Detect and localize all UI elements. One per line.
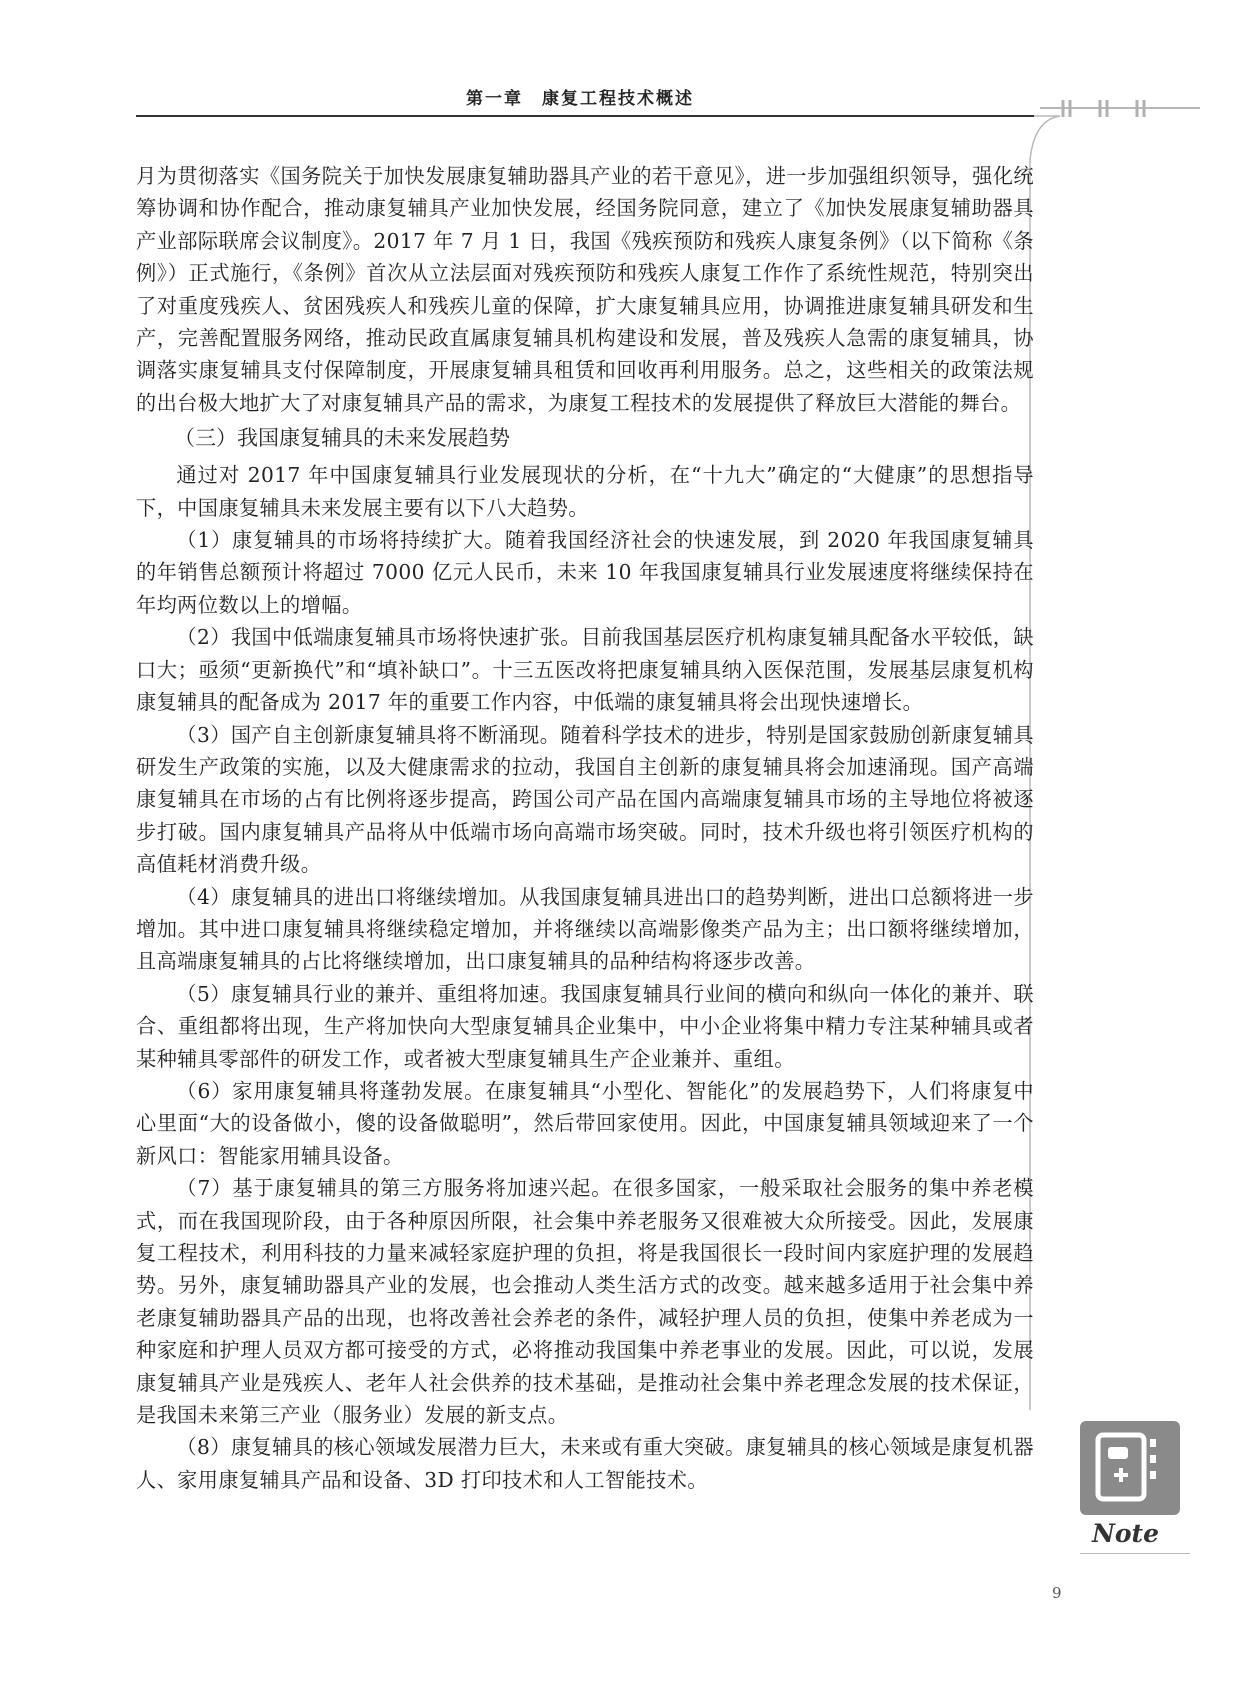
paragraph: （7）基于康复辅具的第三方服务将加速兴起。在很多国家，一般采取社会服务的集中养老模式，而在我国现阶段，由于各种原因所限，社会集中养老服务又很难被大众所接受。因此，发展康复工程技术，利用科技的力量来减轻家庭护理的负担，将是我国很长一段时间内家庭护理的发展趋势。另外，康复辅助器具产业的发展，也会推动人类生活方式的改变。越来越多适用于社会集中养老康复辅助器具产品的出现，也将改善社会养老的条件，减轻护理人员的负担，使集中养老成为一种家庭和护理人员双方都可接受的方式，必将推动我国集中养老事业的发展。因此，可以说，发展康复辅具产业是残疾人、老年人社会供养的技术基础，是推动社会集中养老理念发展的技术保证，是我国未来第三产业（服务业）发展的新支点。	[136, 1176, 1034, 1428]
paragraph: （8）康复辅具的核心领域发展潜力巨大，未来或有重大突破。康复辅具的核心领域是康复机器人、家用康复辅具产品和设备、3D 打印技术和人工智能技术。	[136, 1435, 1034, 1492]
notebook-icon	[1080, 1421, 1180, 1515]
note-rule	[1080, 1553, 1190, 1554]
paragraph: （1）康复辅具的市场将持续扩大。随着我国经济社会的快速发展，到 2020 年我国康复辅具的年销售总额预计将超过 7000 亿元人民币，未来 10 年我国康复辅具行业发展速度将继续保持在年均两位数以上的增幅。	[136, 528, 1034, 617]
paragraph: 月为贯彻落实《国务院关于加快发展康复辅助器具产业的若干意见》，进一步加强组织领导，强化统筹协调和协作配合，推动康复辅具产业加快发展，经国务院同意，建立了《加快发展康复辅助器具产业部际联席会议制度》。2017 年 7 月 1 日，我国《残疾预防和残疾人康复条例》（以下简称《条例》）正式施行，《条例》首次从立法层面对残疾预防和残疾人康复工作作了系统性规范，特别突出了对重度残疾人、贫困残疾人和残疾儿童的保障，扩大康复辅具应用，协调推进康复辅具研发和生产，完善配置服务网络，推动民政直属康复辅具机构建设和发展，普及残疾人急需的康复辅具，协调落实康复辅具支付保障制度，开展康复辅具租赁和回收再利用服务。总之，这些相关的政策法规的出台极大地扩大了对康复辅具产品的需求，为康复工程技术的发展提供了释放巨大潜能的舞台。	[136, 164, 1034, 415]
paragraph: （5）康复辅具行业的兼并、重组将加速。我国康复辅具行业间的横向和纵向一体化的兼并、联合、重组都将出现，生产将加快向大型康复辅具企业集中，中小企业将集中精力专注某种辅具或者某种辅具零部件的研发工作，或者被大型康复辅具生产企业兼并、重组。	[136, 981, 1034, 1071]
page-body	[136, 160, 1034, 1496]
paragraph: （3）国产自主创新康复辅具将不断涌现。随着科学技术的进步，特别是国家鼓励创新康复辅具研发生产政策的实施，以及大健康需求的拉动，我国自主创新的康复辅具将会加速涌现。国产高端康复辅具在市场的占有比例将逐步提高，跨国公司产品在国内高端康复辅具市场的主导地位将被逐步打破。国内康复辅具产品将从中低端市场向高端市场突破。同时，技术升级也将引领医疗机构的高值耗材消费升级。	[136, 722, 1034, 877]
paragraph: （4）康复辅具的进出口将继续增加。从我国康复辅具进出口的趋势判断，进出口总额将进一步增加。其中进口康复辅具将继续稳定增加，并将继续以高端影像类产品为主；出口额将继续增加，且高端康复辅具的占比将继续增加，出口康复辅具的品种结构将逐步改善。	[136, 884, 1034, 974]
paragraph: （6）家用康复辅具将蓬勃发展。在康复辅具“小型化、智能化”的发展趋势下，人们将康复中心里面“大的设备做小，傻的设备做聪明”，然后带回家使用。因此，中国康复辅具领域迎来了一个新风口：智能家用辅具设备。	[136, 1078, 1034, 1168]
section-heading: （三）我国康复辅具的未来发展趋势	[174, 426, 510, 451]
paragraph: 通过对 2017 年中国康复辅具行业发展现状的分析，在“十九大”确定的“大健康”的思想指导下，中国康复辅具未来发展主要有以下八大趋势。	[136, 463, 1034, 520]
chapter-header: 第一章 康复工程技术概述	[466, 89, 694, 109]
page-number: 9	[1052, 1584, 1062, 1602]
paragraph: （2）我国中低端康复辅具市场将快速扩张。目前我国基层医疗机构康复辅具配备水平较低，缺口大；亟须“更新换代”和“填补缺口”。十三五医改将把康复辅具纳入医保范围，发展基层康复机构康复辅具的配备成为 2017 年的重要工作内容，中低端的康复辅具将会出现快速增长。	[136, 625, 1034, 715]
note-label: Note	[1092, 1519, 1159, 1548]
